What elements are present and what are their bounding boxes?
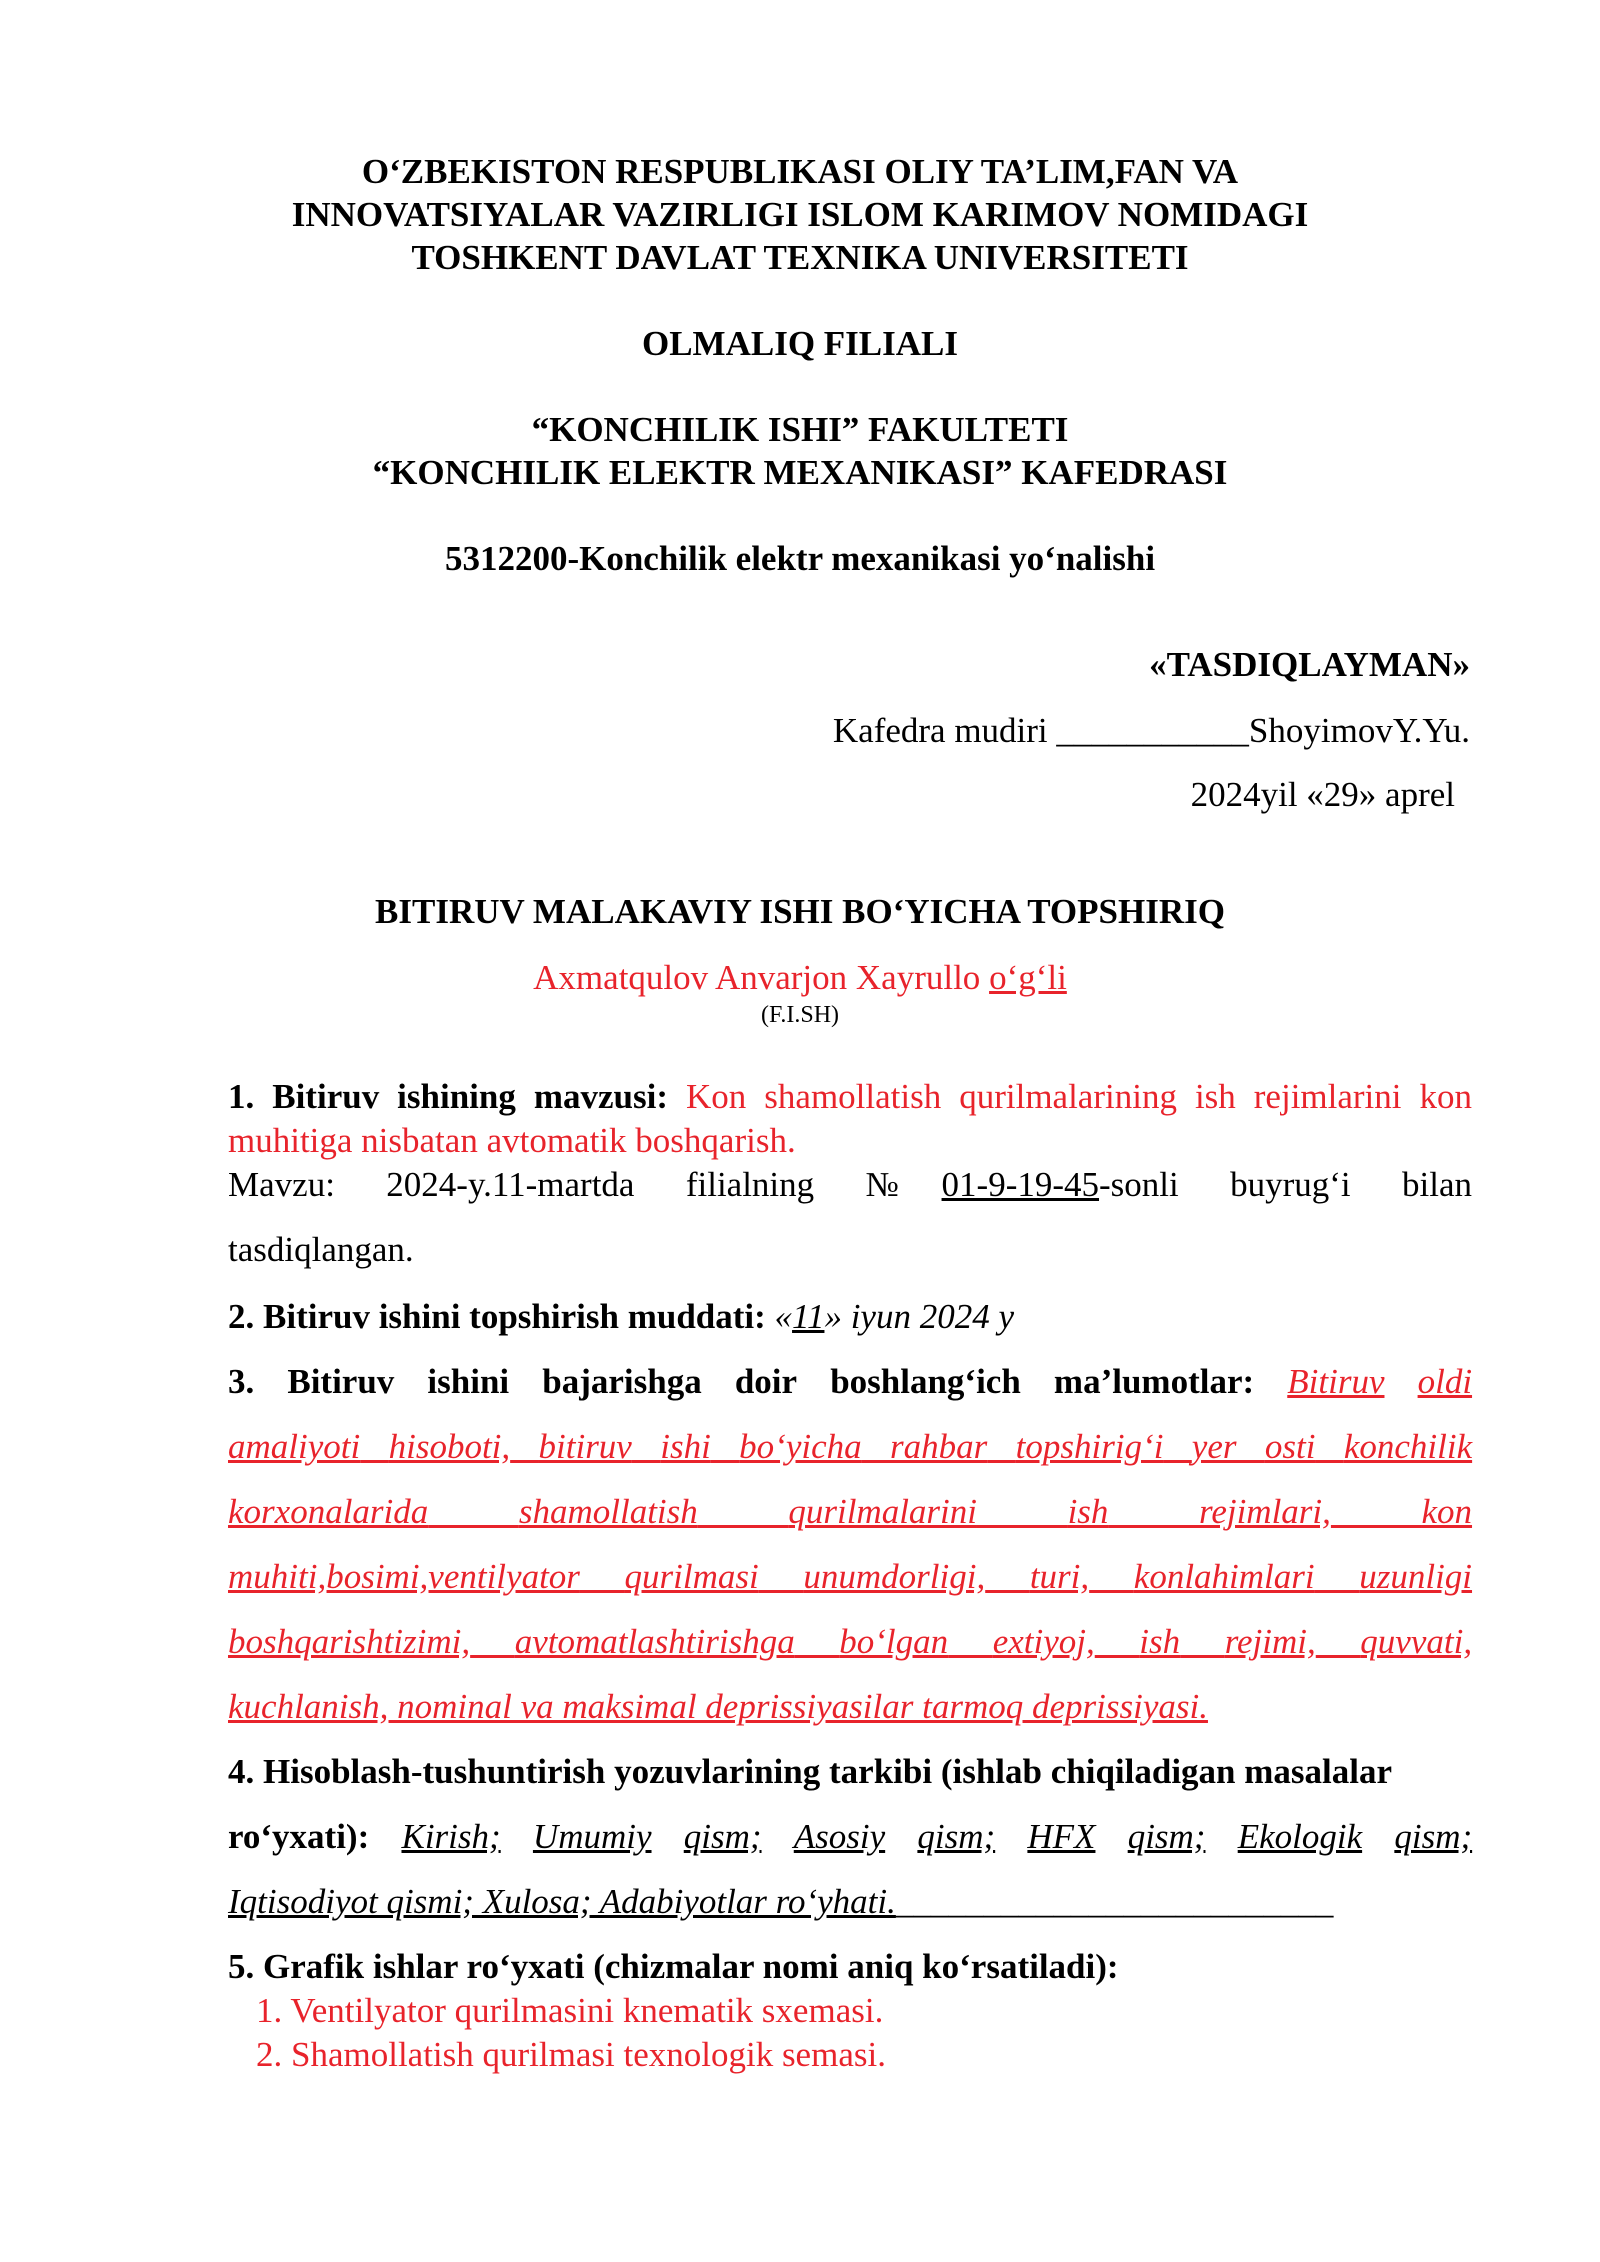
section4-label-end: ro‘yxati):: [228, 1817, 370, 1856]
s3-word: rahbar: [890, 1427, 988, 1466]
student-name-suffix: o‘g‘li: [989, 958, 1067, 997]
section1-order-line: [228, 1165, 1472, 1205]
s3-word: 3.: [228, 1362, 255, 1401]
s3-word: ishini: [427, 1362, 510, 1401]
s3-word: avtomatlashtirishga: [514, 1622, 795, 1661]
order-no: 01-9-19-45: [941, 1165, 1100, 1204]
deadline-open: «: [765, 1297, 793, 1336]
s4-word: HFX: [1027, 1817, 1096, 1856]
s3-word: quvvati,: [1360, 1622, 1473, 1661]
s3-word: korxonalarida: [228, 1492, 429, 1531]
s3-word: konchilik: [1343, 1427, 1473, 1466]
s3-word: hisoboti,: [388, 1427, 511, 1466]
s3-word: bitiruv: [538, 1427, 632, 1466]
deadline-rest: » iyun 2024 y: [824, 1297, 1014, 1336]
s3-word: rejimlari,: [1199, 1492, 1331, 1531]
s4-word: qism;: [683, 1817, 762, 1856]
section3-line6: kuchlanish, nominal va maksimal deprissiyasilar tarmoq deprissiyasi.: [228, 1687, 1208, 1726]
ministry-header: [0, 150, 1600, 279]
header-line-2: INNOVATSIYALAR VAZIRLIGI ISLOM KARIMOV NOMIDAGI: [291, 195, 1309, 234]
order-word: filialning: [685, 1165, 815, 1204]
assignment-title: BITIRUV MALAKAVIY ISHI BO‘YICHA TOPSHIRIQ: [375, 892, 1225, 931]
section3-line1: [228, 1362, 1472, 1402]
header-line-1: O‘ZBEKISTON RESPUBLIKASI OLIY TA’LIM,FAN VA: [361, 152, 1239, 191]
s3-word: ishi: [660, 1427, 711, 1466]
section1-order-end: tasdiqlangan.: [228, 1230, 414, 1269]
branch-title: OLMALIQ FILIALI: [641, 324, 959, 363]
s4-word: Kirish;: [401, 1817, 501, 1856]
section3-line2: [228, 1427, 1472, 1467]
section1-line2: [228, 1121, 1472, 1161]
approval-date: 2024yil «29» aprel: [1190, 775, 1455, 814]
s3-word: konlahimlari: [1133, 1557, 1315, 1596]
section3-line5: [228, 1622, 1472, 1662]
order-no-prefix: №: [865, 1165, 942, 1204]
s3-word: boshqarishtizimi,: [228, 1622, 471, 1661]
s4-word: qism;: [1394, 1817, 1473, 1856]
approval-title: «TASDIQLAYMAN»: [1149, 645, 1470, 684]
s4-word: Asosiy: [793, 1817, 886, 1856]
section4-line1: 4. Hisoblash-tushuntirish yozuvlarining tarkibi (ishlab chiqiladigan masalalar: [228, 1752, 1393, 1791]
s3-word: osti: [1264, 1427, 1316, 1466]
s3-word: kon: [1421, 1492, 1473, 1531]
order-word: 2024-y.11-martda: [386, 1165, 635, 1204]
s3-word: Bitiruv: [1287, 1362, 1385, 1401]
header-line-3: TOSHKENT DAVLAT TEXNIKA UNIVERSITETI: [411, 238, 1189, 277]
order-number: [866, 1165, 1179, 1204]
s4-line3-text: Iqtisodiyot qismi; Xulosa; Adabiyotlar ro‘yhati.: [228, 1882, 896, 1921]
s3-word: rejimi,: [1224, 1622, 1316, 1661]
order-suffix: -sonli: [1099, 1165, 1179, 1204]
s3-word: boshlang‘ich: [830, 1362, 1021, 1401]
section2-line: [228, 1297, 1472, 1337]
drawing-list-item: 1. Ventilyator qurilmasini knematik sxemasi.: [256, 1991, 884, 2030]
s3-word: muhiti,bosimi,ventilyator: [228, 1557, 580, 1596]
direction-title: 5312200-Konchilik elektr mexanikasi yo‘nalishi: [444, 539, 1156, 578]
s3-word: bajarishga: [542, 1362, 702, 1401]
section1-label: 1. Bitiruv ishining mavzusi:: [228, 1077, 669, 1116]
s3-word: ish: [1139, 1622, 1181, 1661]
order-word: bilan: [1402, 1165, 1473, 1204]
department-title: “KONCHILIK ELEKTR MEXANIKASI” KAFEDRASI: [372, 453, 1228, 492]
section2-label: 2. Bitiruv ishini topshirish muddati:: [228, 1297, 766, 1336]
student-name-line: [0, 958, 1600, 998]
section1-topic-line2: muhitiga nisbatan avtomatik boshqarish.: [228, 1121, 796, 1160]
drawing-list-item: 2. Shamollatish qurilmasi texnologik semasi.: [256, 2035, 886, 2074]
section1-topic-line1: Kon shamollatish qurilmalarining ish rejimlarini kon: [686, 1077, 1472, 1116]
section3-line3: [228, 1492, 1472, 1532]
s3-word: doir: [734, 1362, 798, 1401]
s3-word: qurilmasi: [624, 1557, 759, 1596]
s3-word: ma’lumotlar:: [1053, 1362, 1255, 1401]
student-name: Axmatqulov Anvarjon Xayrullo: [533, 958, 990, 997]
deadline-day: 11: [792, 1297, 825, 1336]
section5-label: 5. Grafik ishlar ro‘yxati (chizmalar nomi aniq ko‘rsatiladi):: [228, 1947, 1119, 1986]
s3-word: extiyoj,: [992, 1622, 1095, 1661]
order-word: Mavzu:: [228, 1165, 335, 1204]
section4-line2: [228, 1817, 1472, 1857]
approval-name: ShoyimovY.Yu.: [1248, 711, 1470, 750]
s3-word: bo‘lgan: [839, 1622, 949, 1661]
s4-word: qism;: [1127, 1817, 1206, 1856]
approval-role: Kafedra mudiri: [832, 711, 1057, 750]
faculty-title: “KONCHILIK ISHI” FAKULTETI: [531, 410, 1069, 449]
s4-word: Umumiy: [532, 1817, 652, 1856]
s3-word: ish: [1067, 1492, 1109, 1531]
section3-line4: [228, 1557, 1472, 1597]
s3-word: amaliyoti: [228, 1427, 361, 1466]
s3-word: yer: [1191, 1427, 1237, 1466]
name-caption: (F.I.SH): [760, 1002, 840, 1028]
s3-word: shamollatish: [518, 1492, 698, 1531]
s3-word: Bitiruv: [287, 1362, 395, 1401]
signature-blank: ___________: [1056, 711, 1249, 750]
section4-line3: [228, 1882, 1472, 1922]
s4-word: qism;: [917, 1817, 996, 1856]
approval-signature-line: [833, 711, 1470, 751]
s4-line3-blank: _________________________: [895, 1882, 1334, 1921]
s3-word: turi,: [1029, 1557, 1090, 1596]
s3-word: oldi: [1417, 1362, 1473, 1401]
s3-word: unumdorligi,: [803, 1557, 986, 1596]
s3-word: uzunligi: [1359, 1557, 1473, 1596]
s3-word: bo‘yicha: [739, 1427, 862, 1466]
s3-word: qurilmalarini: [788, 1492, 977, 1531]
section1-line1: [228, 1077, 1472, 1117]
s4-word: Ekologik: [1237, 1817, 1363, 1856]
s3-word: topshirig‘i: [1015, 1427, 1164, 1466]
order-word: buyrug‘i: [1230, 1165, 1351, 1204]
